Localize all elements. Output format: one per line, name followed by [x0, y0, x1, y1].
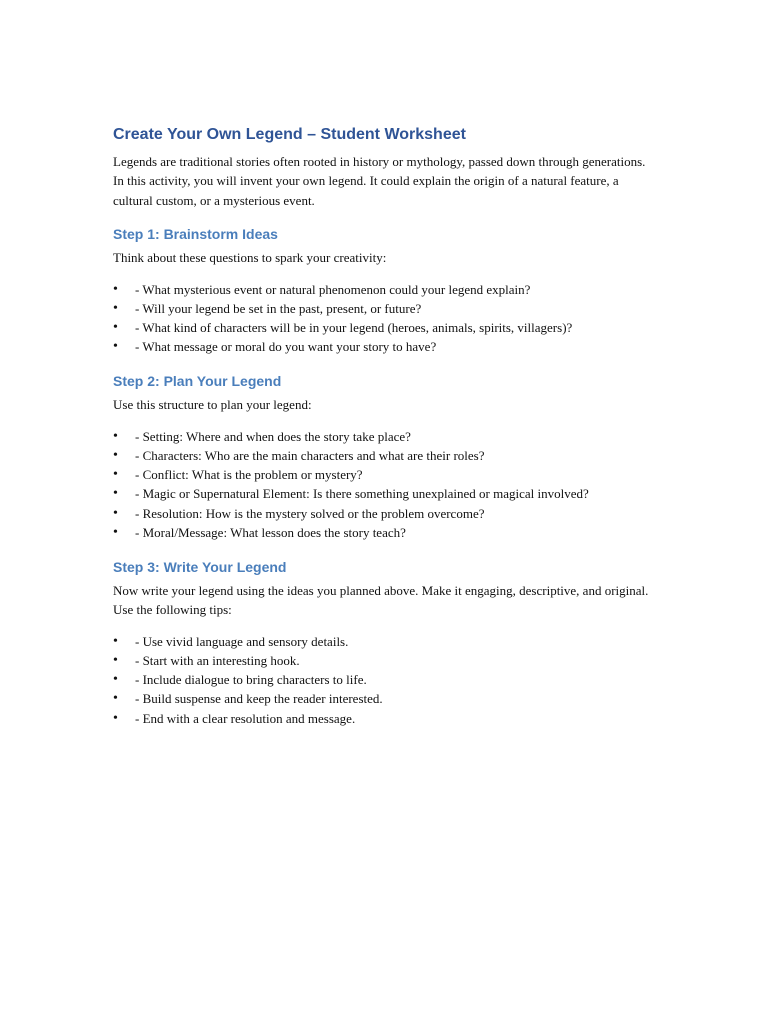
bullet-icon: • [113, 428, 118, 444]
bullet-icon: • [113, 281, 118, 297]
list-item-text: - Include dialogue to bring characters to life. [135, 672, 367, 688]
bullet-icon: • [113, 486, 118, 502]
bullet-icon: • [113, 467, 118, 483]
list-item-text: - Build suspense and keep the reader interested. [135, 691, 383, 707]
list-item [113, 689, 658, 708]
step-3-section [113, 557, 658, 728]
step-1-heading: Step 1: Brainstorm Ideas [113, 226, 278, 243]
document-title: Create Your Own Legend – Student Worksheet [113, 126, 466, 143]
list-item-text: - What mysterious event or natural phenomenon could your legend explain? [135, 281, 531, 297]
list-item [113, 280, 658, 299]
step-3-list [113, 632, 658, 728]
list-item [113, 337, 658, 356]
step-2-lead: Use this structure to plan your legend: [113, 397, 312, 413]
bullet-icon: • [113, 653, 118, 669]
list-item-text: - End with a clear resolution and message. [135, 710, 356, 726]
list-item [113, 709, 658, 728]
list-item [113, 651, 658, 670]
list-item [113, 504, 658, 523]
list-item [113, 446, 658, 465]
step-3-heading: Step 3: Write Your Legend [113, 559, 287, 576]
bullet-icon: • [113, 633, 118, 649]
list-item-text: - Moral/Message: What lesson does the story teach? [135, 524, 406, 540]
bullet-icon: • [113, 448, 118, 464]
list-item-text: - Conflict: What is the problem or mystery? [135, 467, 363, 483]
list-item-text: - Resolution: How is the mystery solved or the problem overcome? [135, 505, 485, 521]
list-item-text: - What kind of characters will be in your legend (heroes, animals, spirits, villagers)? [135, 320, 573, 336]
step-2-heading: Step 2: Plan Your Legend [113, 373, 282, 390]
bullet-icon: • [113, 691, 118, 707]
step-2-section [113, 371, 658, 542]
step-1-list [113, 280, 658, 357]
list-item-text: - Use vivid language and sensory details. [135, 633, 349, 649]
list-item [113, 523, 658, 542]
intro-paragraph: Legends are traditional stories often rooted in history or mythology, passed down through generations. In this activity, you will invent your own legend. It could explain the origin of a natural feature, a cultural custom, or a mysterious event. [113, 154, 646, 208]
list-item-text: - Characters: Who are the main characters and what are their roles? [135, 448, 485, 464]
list-item-text: - Magic or Supernatural Element: Is there something unexplained or magical involved? [135, 486, 589, 502]
step-2-list [113, 427, 658, 542]
bullet-icon: • [113, 300, 118, 316]
list-item [113, 299, 658, 318]
step-1-section [113, 224, 658, 356]
list-item [113, 632, 658, 651]
bullet-icon: • [113, 710, 118, 726]
step-3-lead: Now write your legend using the ideas you planned above. Make it engaging, descriptive, and original. Use the following tips: [113, 583, 649, 618]
list-item [113, 427, 658, 446]
list-item-text: - Will your legend be set in the past, present, or future? [135, 300, 422, 316]
list-item [113, 670, 658, 689]
list-item-text: - Setting: Where and when does the story take place? [135, 428, 411, 444]
bullet-icon: • [113, 339, 118, 355]
bullet-icon: • [113, 505, 118, 521]
list-item [113, 318, 658, 337]
bullet-icon: • [113, 524, 118, 540]
document-body [113, 124, 658, 728]
list-item-text: - What message or moral do you want your story to have? [135, 339, 437, 355]
bullet-icon: • [113, 672, 118, 688]
list-item [113, 484, 658, 503]
step-1-lead: Think about these questions to spark your creativity: [113, 250, 387, 266]
bullet-icon: • [113, 320, 118, 336]
list-item [113, 465, 658, 484]
list-item-text: - Start with an interesting hook. [135, 653, 300, 669]
